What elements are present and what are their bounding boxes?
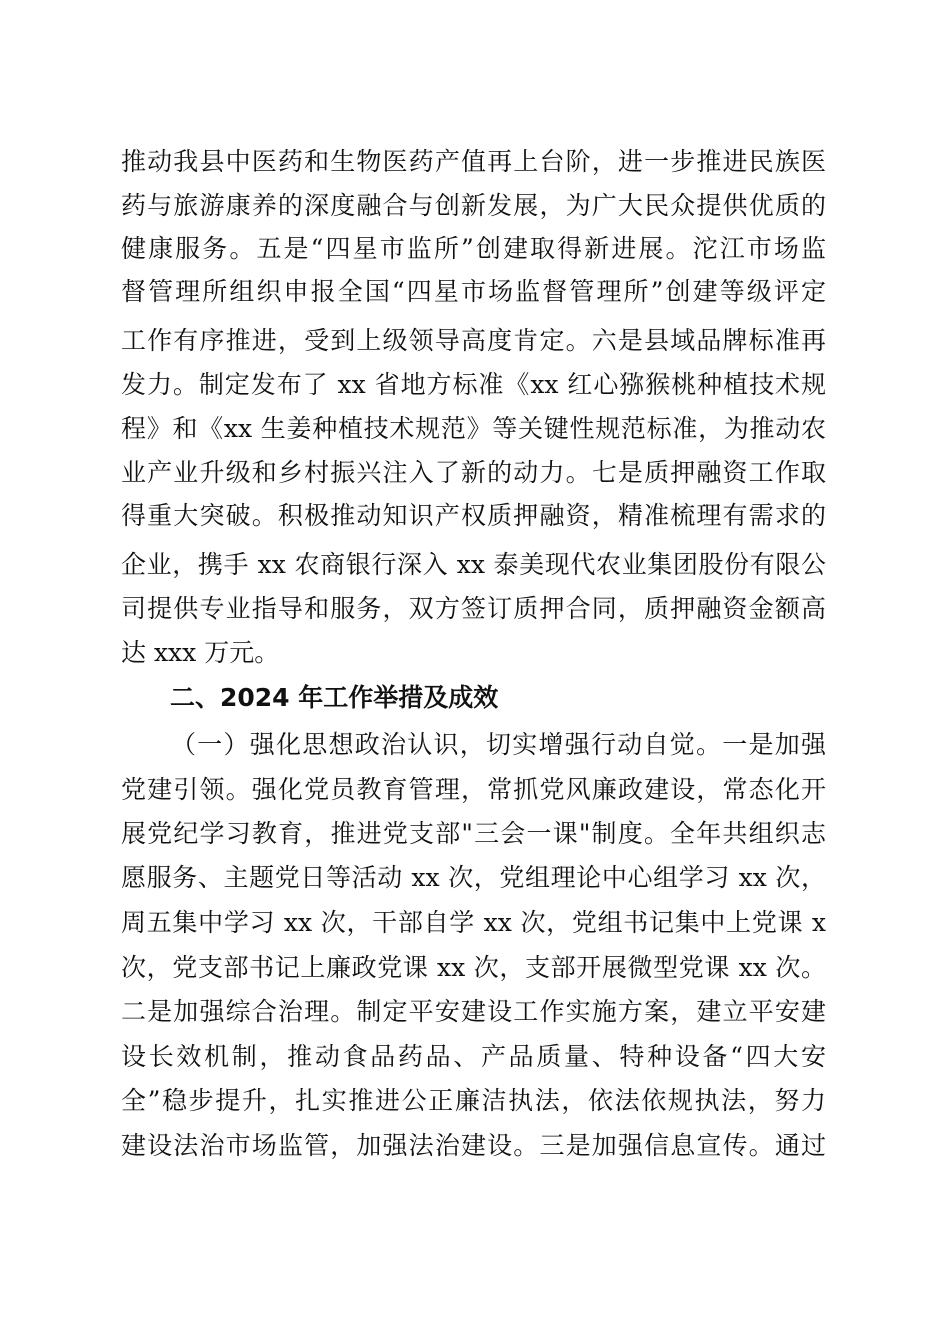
text-line: 司提供专业指导和服务，双方签订质押合同，质押融资金额高	[121, 594, 826, 623]
text-line: 程》和《xx 生姜种植技术规范》等关键性规范标准，为推动农	[121, 414, 826, 443]
text-line: 推动我县中医药和生物医药产值再上台阶，进一步推进民族医	[121, 147, 826, 176]
text-line: 督管理所组织申报全国“四星市场监督管理所”创建等级评定	[121, 277, 826, 306]
text-line: 健康服务。五是“四星市监所”创建取得新进展。沱江市场监	[121, 234, 826, 263]
text-line: 设长效机制，推动食品药品、产品质量、特种设备“四大安	[121, 1042, 826, 1071]
text-line: 全”稳步提升，扎实推进公正廉洁执法，依法依规执法，努力	[121, 1086, 826, 1115]
text-line: 党建引领。强化党员教育管理，常抓党风廉政建设，常态化开	[121, 775, 826, 804]
text-line: 周五集中学习 xx 次，干部自学 xx 次，党组书记集中上党课 x	[121, 908, 826, 937]
text-line: 次，党支部书记上廉政党课 xx 次，支部开展微型党课 xx 次。	[121, 953, 826, 982]
text-line: 达 xxx 万元。	[121, 638, 280, 667]
text-line: 二是加强综合治理。制定平安建设工作实施方案，建立平安建	[121, 997, 826, 1026]
section-heading: 二、2024 年工作举措及成效	[170, 683, 499, 712]
text-line: 药与旅游康养的深度融合与创新发展，为广大民众提供优质的	[121, 191, 826, 220]
text-line: 展党纪学习教育，推进党支部"三会一课"制度。全年共组织志	[121, 819, 826, 848]
text-line: 工作有序推进，受到上级领导高度肯定。六是县域品牌标准再	[121, 326, 826, 355]
text-line: （一）强化思想政治认识，切实增强行动自觉。一是加强	[171, 730, 826, 759]
text-line: 企业，携手 xx 农商银行深入 xx 泰美现代农业集团股份有限公	[121, 550, 826, 579]
text-line: 得重大突破。积极推动知识产权质押融资，精准梳理有需求的	[121, 501, 826, 530]
text-line: 发力。制定发布了 xx 省地方标准《xx 红心猕猴桃种植技术规	[121, 370, 826, 399]
text-line: 愿服务、主题党日等活动 xx 次，党组理论中心组学习 xx 次，	[121, 863, 826, 892]
text-line: 建设法治市场监管，加强法治建设。三是加强信息宣传。通过	[121, 1131, 826, 1160]
text-line: 业产业升级和乡村振兴注入了新的动力。七是质押融资工作取	[121, 458, 826, 487]
